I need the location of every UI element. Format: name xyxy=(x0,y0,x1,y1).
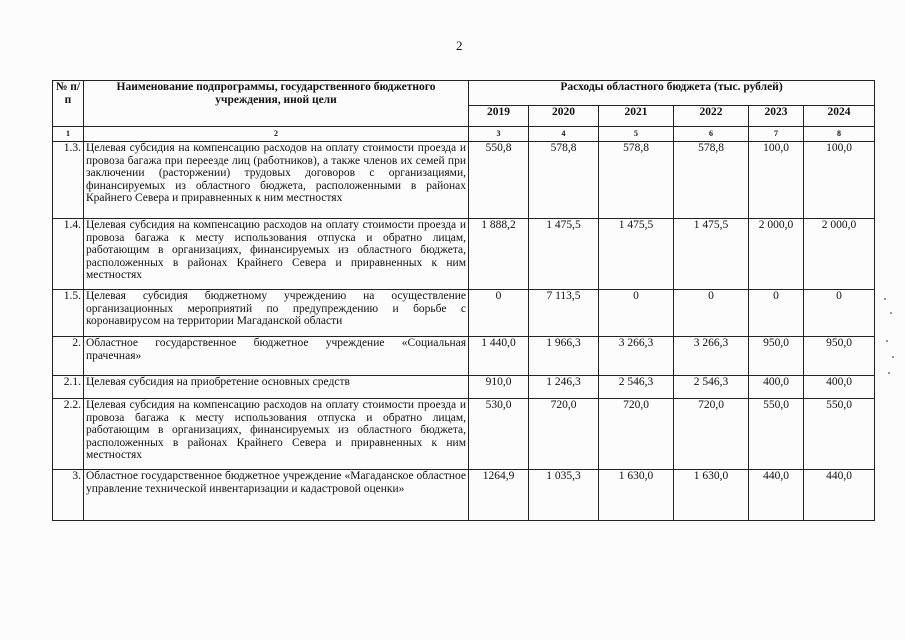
value-2023: 0 xyxy=(749,290,804,337)
value-2021: 0 xyxy=(599,290,674,337)
scan-speck xyxy=(886,340,888,342)
row-name: Целевая субсидия на компенсацию расходов на оплату стоимости проезда и провоза багажа к месту использования отпуска и обратно лицам, работающим в организациях, финансируемых из областного бюджета, расположенных в районах Крайнего Севера и приравненных к ним местностях xyxy=(84,219,469,290)
value-2024: 550,0 xyxy=(804,399,875,470)
scan-speck xyxy=(890,312,892,314)
row-number: 2.1. xyxy=(53,376,84,399)
table-row xyxy=(53,142,875,219)
row-number: 1.3. xyxy=(53,142,84,219)
value-2019: 530,0 xyxy=(469,399,529,470)
row-number: 3. xyxy=(53,470,84,521)
value-2021: 3 266,3 xyxy=(599,337,674,376)
value-2020: 1 966,3 xyxy=(529,337,599,376)
header-year-2022: 2022 xyxy=(674,106,749,127)
value-2020: 1 475,5 xyxy=(529,219,599,290)
value-2024: 400,0 xyxy=(804,376,875,399)
header-year-2020: 2020 xyxy=(529,106,599,127)
value-2024: 0 xyxy=(804,290,875,337)
scan-speck xyxy=(884,298,886,300)
value-2023: 400,0 xyxy=(749,376,804,399)
value-2022: 578,8 xyxy=(674,142,749,219)
value-2023: 2 000,0 xyxy=(749,219,804,290)
header-year-2021: 2021 xyxy=(599,106,674,127)
column-index: 8 xyxy=(804,127,875,142)
value-2024: 950,0 xyxy=(804,337,875,376)
header-year-2023: 2023 xyxy=(749,106,804,127)
column-index: 7 xyxy=(749,127,804,142)
value-2019: 1 440,0 xyxy=(469,337,529,376)
value-2022: 1 630,0 xyxy=(674,470,749,521)
value-2019: 550,8 xyxy=(469,142,529,219)
value-2024: 2 000,0 xyxy=(804,219,875,290)
value-2022: 720,0 xyxy=(674,399,749,470)
value-2021: 720,0 xyxy=(599,399,674,470)
value-2024: 100,0 xyxy=(804,142,875,219)
header-num: № п/п xyxy=(53,81,84,127)
value-2024: 440,0 xyxy=(804,470,875,521)
column-index: 1 xyxy=(53,127,84,142)
value-2019: 1 888,2 xyxy=(469,219,529,290)
row-name: Целевая субсидия на приобретение основных средств xyxy=(84,376,469,399)
table-row xyxy=(53,219,875,290)
value-2019: 0 xyxy=(469,290,529,337)
value-2020: 7 113,5 xyxy=(529,290,599,337)
value-2021: 1 475,5 xyxy=(599,219,674,290)
value-2022: 2 546,3 xyxy=(674,376,749,399)
row-name: Областное государственное бюджетное учреждение «Социальная прачечная» xyxy=(84,337,469,376)
column-index: 3 xyxy=(469,127,529,142)
table-row xyxy=(53,470,875,521)
row-name: Целевая субсидия на компенсацию расходов на оплату стоимости проезда и провоза багажа при переезде лиц (работников), а также членов их семей при заключении (расторжении) трудовых договоров с организациями, финансируемых из областного бюджета, расположенными в районах Крайнего Севера и приравненных к ним местностях xyxy=(84,142,469,219)
row-number: 2.2. xyxy=(53,399,84,470)
table-row xyxy=(53,337,875,376)
row-name: Областное государственное бюджетное учреждение «Магаданское областное управление технической инвентаризации и кадастровой оценки» xyxy=(84,470,469,521)
column-index: 6 xyxy=(674,127,749,142)
value-2022: 3 266,3 xyxy=(674,337,749,376)
row-number: 1.4. xyxy=(53,219,84,290)
column-index-row xyxy=(53,127,875,142)
row-number: 2. xyxy=(53,337,84,376)
header-year-2019: 2019 xyxy=(469,106,529,127)
row-name: Целевая субсидия на компенсацию расходов на оплату стоимости проезда и провоза багажа к месту использования отпуска и обратно лицам, работающим в организациях, финансируемых из областного бюджета, расположенных в районах Крайнего Севера и приравненных к ним местностях xyxy=(84,399,469,470)
header-expenses-group: Расходы областного бюджета (тыс. рублей) xyxy=(469,81,875,106)
header-year-2024: 2024 xyxy=(804,106,875,127)
value-2021: 2 546,3 xyxy=(599,376,674,399)
value-2020: 1 246,3 xyxy=(529,376,599,399)
table-row xyxy=(53,376,875,399)
table-row xyxy=(53,290,875,337)
column-index: 2 xyxy=(84,127,469,142)
value-2022: 0 xyxy=(674,290,749,337)
budget-table xyxy=(52,80,875,521)
header-name: Наименование подпрограммы, государственного бюджетного учреждения, иной цели xyxy=(84,81,469,127)
value-2020: 720,0 xyxy=(529,399,599,470)
scan-speck xyxy=(888,372,890,374)
value-2023: 100,0 xyxy=(749,142,804,219)
value-2021: 1 630,0 xyxy=(599,470,674,521)
row-number: 1.5. xyxy=(53,290,84,337)
table-row xyxy=(53,399,875,470)
value-2020: 578,8 xyxy=(529,142,599,219)
table-header xyxy=(53,81,875,127)
value-2022: 1 475,5 xyxy=(674,219,749,290)
row-name: Целевая субсидия бюджетному учреждению на осуществление организационных мероприятий по предупреждению и борьбе с коронавирусом на территории Магаданской области xyxy=(84,290,469,337)
column-index: 4 xyxy=(529,127,599,142)
column-index: 5 xyxy=(599,127,674,142)
value-2019: 910,0 xyxy=(469,376,529,399)
value-2023: 550,0 xyxy=(749,399,804,470)
value-2023: 440,0 xyxy=(749,470,804,521)
value-2019: 1264,9 xyxy=(469,470,529,521)
value-2021: 578,8 xyxy=(599,142,674,219)
value-2020: 1 035,3 xyxy=(529,470,599,521)
value-2023: 950,0 xyxy=(749,337,804,376)
scan-speck xyxy=(892,356,894,358)
page-number: 2 xyxy=(456,38,463,53)
